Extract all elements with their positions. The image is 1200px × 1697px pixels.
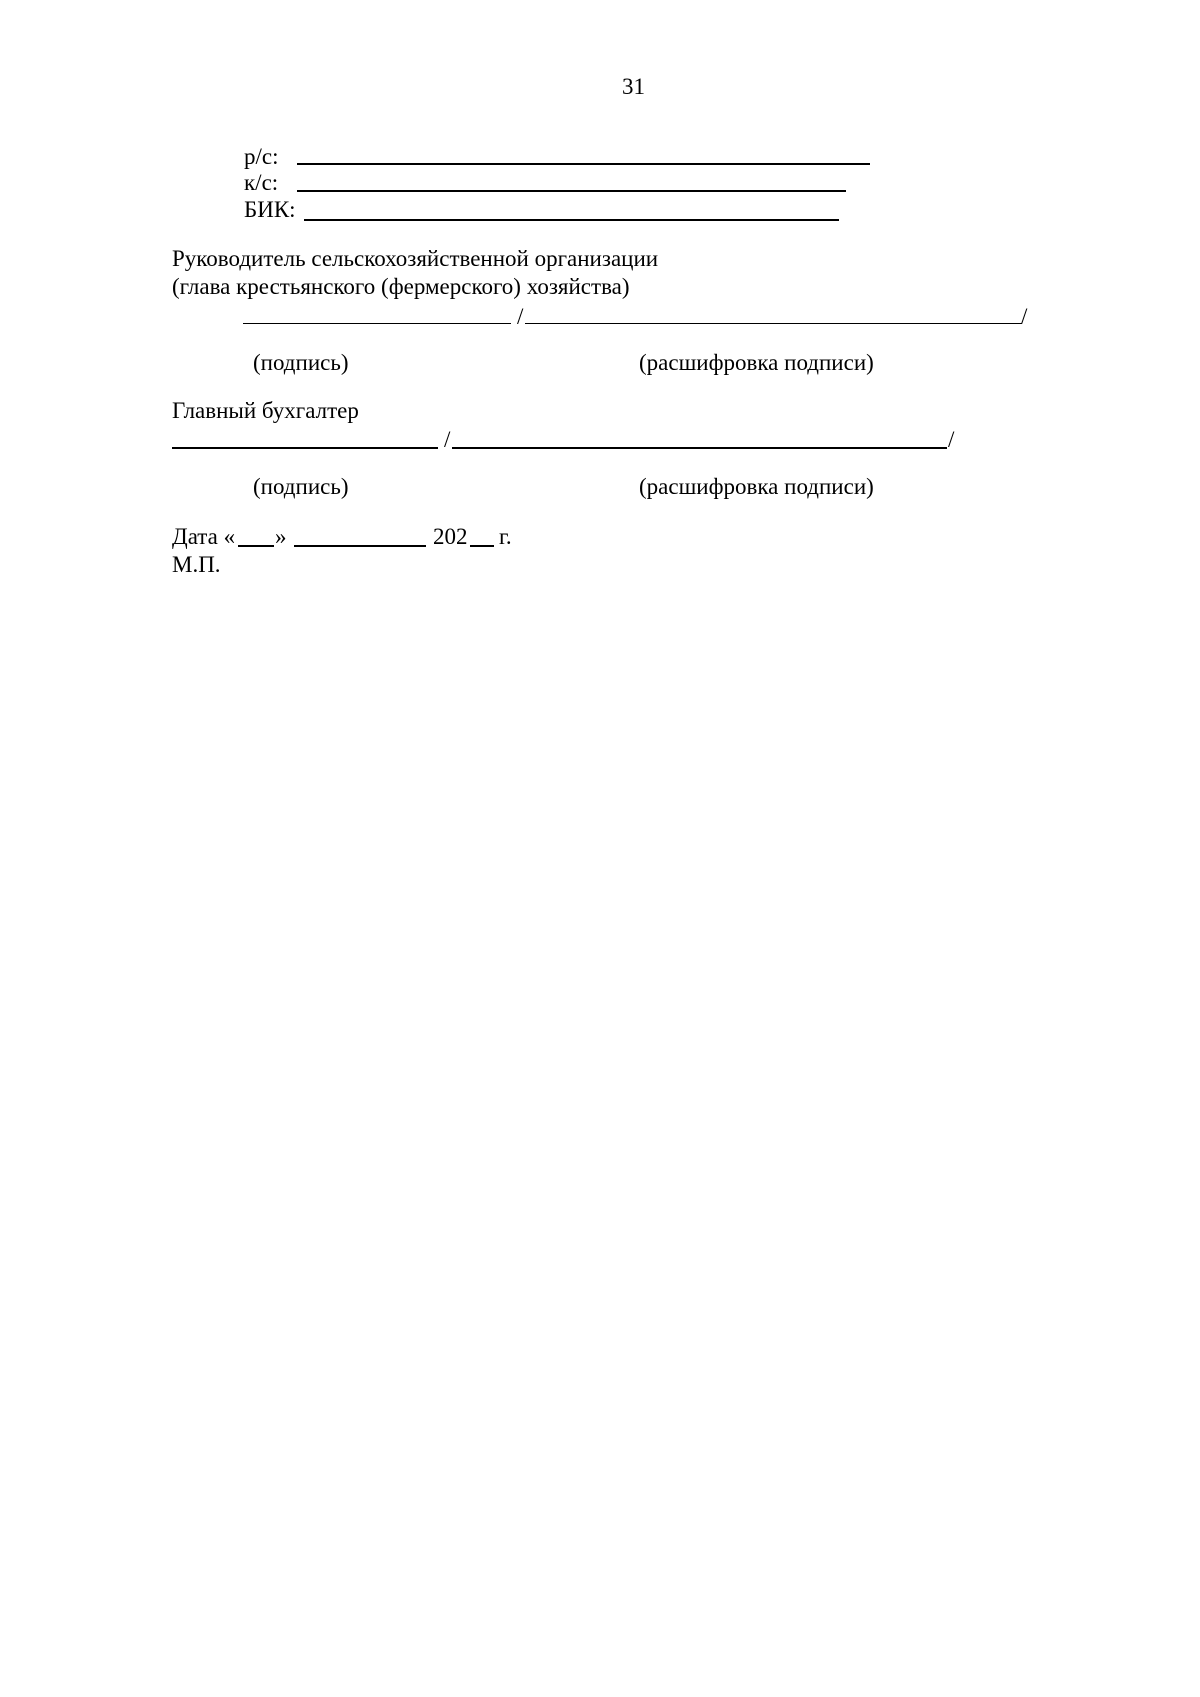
accountant-signature-line: [172, 447, 438, 449]
stamp-label: М.П.: [172, 552, 221, 577]
head-decoding-caption: (расшифровка подписи): [639, 350, 874, 375]
date-prefix: Дата «: [172, 524, 236, 549]
accountant-title: Главный бухгалтер: [172, 398, 359, 423]
date-month-line: [294, 545, 426, 547]
head-signature-caption: (подпись): [253, 350, 349, 375]
bik-label: БИК:: [244, 197, 296, 222]
head-slash-left: /: [517, 304, 524, 329]
head-signature-line: [243, 323, 511, 324]
accountant-decoding-line: [452, 447, 947, 449]
accountant-slash-right: /: [948, 427, 955, 452]
date-quote-close: »: [275, 524, 287, 549]
head-title-line-2: (глава крестьянского (фермерского) хозяйства): [172, 274, 630, 299]
head-decoding-line: [525, 323, 1022, 324]
rs-field-line: [297, 163, 870, 165]
page-number: 31: [622, 74, 645, 99]
bik-field-line: [304, 219, 839, 221]
date-day-line: [238, 545, 274, 547]
head-title-line-1: Руководитель сельскохозяйственной организации: [172, 246, 659, 271]
head-slash-right: /: [1021, 304, 1028, 329]
ks-label: к/с:: [244, 170, 279, 195]
date-year-suffix: г.: [499, 524, 512, 549]
ks-field-line: [297, 190, 846, 192]
accountant-slash-left: /: [444, 427, 451, 452]
accountant-decoding-caption: (расшифровка подписи): [639, 474, 874, 499]
rs-label: р/с:: [244, 144, 279, 169]
accountant-signature-caption: (подпись): [253, 474, 349, 499]
date-year-line: [470, 545, 494, 547]
date-year-prefix: 202: [433, 524, 468, 549]
